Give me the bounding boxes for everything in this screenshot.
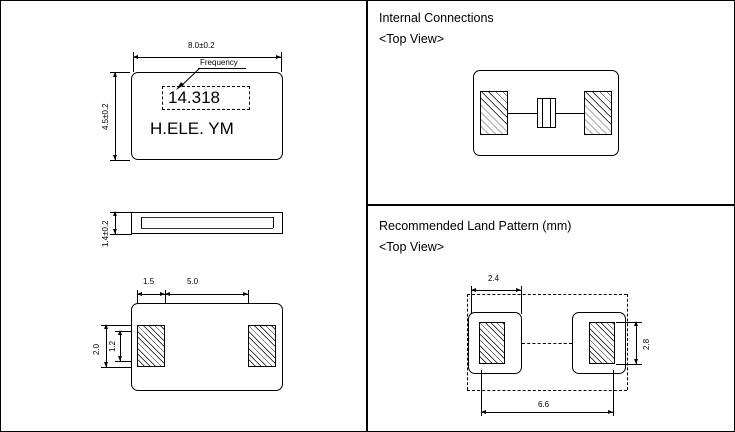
- land-outline-dashed-right: [627, 294, 628, 390]
- internal-pad-right: [584, 91, 612, 135]
- land-center-line: [522, 343, 572, 344]
- land-dim-pad-height-ext-bottom: [616, 364, 642, 365]
- dim-pad-width-label: 1.2: [108, 340, 117, 352]
- package-side-view-right-edge: [273, 217, 274, 228]
- land-dim-overall-ext-right: [613, 370, 614, 416]
- dim-pad-offset-label: 1.5: [143, 277, 155, 286]
- dim-width-ext-bottom: [110, 160, 130, 161]
- internal-crystal-body: [537, 98, 556, 128]
- dim-height-ext-top: [110, 212, 132, 213]
- land-outline-dashed-top: [467, 294, 627, 295]
- dim-length-ext-right: [281, 52, 282, 72]
- dim-pad-height-line: [106, 325, 107, 367]
- land-dim-pad-height-label: 2.8: [642, 338, 651, 350]
- internal-crystal-plate-right: [550, 98, 551, 128]
- land-dim-pad-height-line: [636, 322, 637, 364]
- land-dim-pad-height-ext-top: [616, 322, 642, 323]
- dim-height-ext-bottom: [110, 234, 132, 235]
- land-dim-pad-width-ext-left: [471, 286, 472, 314]
- land-pattern-title: Recommended Land Pattern (mm): [379, 219, 572, 233]
- land-outline-dashed-bottom: [467, 390, 627, 391]
- land-pad-left: [479, 322, 505, 364]
- land-dim-pad-width-line: [471, 290, 521, 291]
- internal-connections-subtitle: <Top View>: [379, 32, 445, 46]
- frequency-callout-leader-h: [198, 68, 246, 69]
- land-dim-pad-width-ext-right: [521, 286, 522, 314]
- internal-crystal-plate-left: [542, 98, 543, 128]
- land-dim-overall-ext-left: [481, 370, 482, 416]
- marking-second-line-text: H.ELE. YM: [150, 119, 234, 138]
- dim-length-ext-left: [133, 52, 134, 72]
- bottom-view-pad-right: [248, 325, 276, 367]
- marking-frequency-text: 14.318: [168, 88, 220, 107]
- dim-height-label: 1.4±0.2: [101, 220, 110, 247]
- dim-pad-pitch-label: 5.0: [187, 277, 199, 286]
- land-pattern-subtitle: <Top View>: [379, 240, 445, 254]
- dim-length-label: 8.0±0.2: [188, 41, 215, 50]
- package-side-view-left-edge: [141, 217, 142, 228]
- internal-lead-right: [556, 113, 584, 114]
- package-side-view-lid-line-bottom: [141, 228, 273, 229]
- land-dim-overall-line: [481, 412, 613, 413]
- package-side-view-outline: [131, 212, 283, 234]
- internal-connections-title: Internal Connections: [379, 11, 494, 25]
- dim-width-label: 4.5±0.2: [101, 103, 110, 130]
- dim-pad-height-label: 2.0: [92, 343, 101, 355]
- bottom-view-pad-left: [137, 325, 165, 367]
- internal-lead-left: [508, 113, 537, 114]
- dim-pad-pitch-arrow-left: [165, 292, 170, 296]
- dim-width-ext-top: [110, 72, 130, 73]
- internal-pad-left: [480, 91, 508, 135]
- package-side-view-lid-line-top: [141, 217, 273, 218]
- land-dim-overall-label: 6.6: [538, 400, 550, 409]
- dim-width-line: [115, 72, 116, 160]
- land-pad-right: [589, 322, 615, 364]
- frequency-callout-label: Frequency: [200, 58, 238, 67]
- land-dim-pad-width-label: 2.4: [488, 274, 500, 283]
- dim-pad-pitch-line: [165, 294, 248, 295]
